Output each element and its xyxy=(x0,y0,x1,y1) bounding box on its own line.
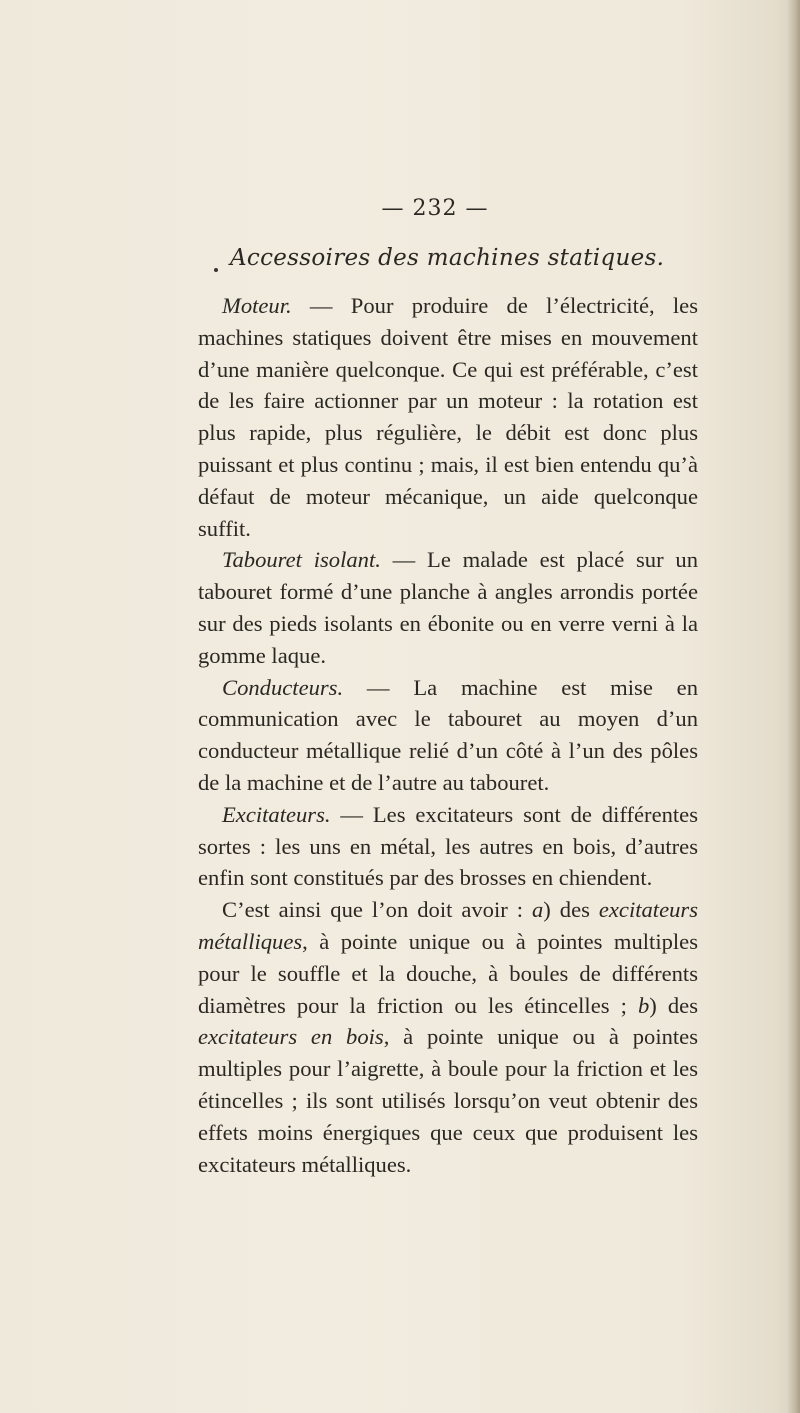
paragraph-tabouret-body: — Le malade est placé sur un tabouret formé d’une planche à angles arrondis portée sur des pieds isolants en ébonite ou en verre verni à la gomme laque. xyxy=(198,547,698,668)
body-text xyxy=(198,290,698,1180)
italic-b: b xyxy=(637,992,650,1018)
term-conducteurs: Conducteurs. xyxy=(222,674,344,700)
term-moteur: Moteur. xyxy=(222,293,292,318)
paragraph-moteur-body: — Pour produire de l’électricité, les machines statiques doivent être mises en mouvement d’une manière quelconque. Ce qui est préférable, c’est de les faire actionner par un moteur : la rotation est plus rapide, plus régulière, le débit est donc plus puissant et plus continu ; mais, il est bien entendu qu’à défaut de moteur mécanique, un aide quelconque suffit. xyxy=(198,293,698,541)
paragraph-moteur xyxy=(198,290,698,544)
term-excitateurs: Excitateurs. xyxy=(222,801,331,827)
paragraph-tabouret xyxy=(198,544,698,671)
paragraph-excitateurs xyxy=(198,799,698,894)
text-segment: ) des xyxy=(649,992,698,1018)
ink-speck xyxy=(214,268,218,272)
text-segment: , à pointe unique ou à pointes multiples pour l’aigrette, à boule pour la friction et les étincelles ; ils sont utilisés lorsqu’on veut obtenir des effets moins énergiques que ceux que produisent les excitateurs métalliques. xyxy=(198,1024,698,1177)
italic-excitateurs-en-bois: excitateurs en bois xyxy=(198,1024,384,1050)
paragraph-conducteurs xyxy=(198,672,698,799)
paragraph-types-excitateurs xyxy=(198,894,698,1180)
paragraph-excitateurs-body: — Les excitateurs sont de différentes sortes : les uns en métal, les autres en bois, d’autres enfin sont constitués par des brosses en chiendent. xyxy=(198,801,698,891)
text-segment: , à pointe unique ou à pointes multiples pour le souffle et la douche, à boules de différents diamètres pour la friction ou les étincelles ; xyxy=(198,928,698,1018)
paragraph-conducteurs-body: — La machine est mise en communication avec le tabouret au moyen d’un conducteur métallique relié d’un côté à l’un des pôles de la machine et de l’autre au tabouret. xyxy=(198,674,698,795)
page-number: — 232 — xyxy=(381,196,489,221)
text-segment: C’est ainsi que l’on doit avoir : xyxy=(222,897,532,923)
text-segment: ) des xyxy=(543,897,599,923)
section-heading: Accessoires des machines statiques. xyxy=(230,245,665,271)
term-tabouret: Tabouret isolant. xyxy=(222,547,381,573)
italic-excitateurs-metalliques: excitateurs métalliques xyxy=(198,897,698,954)
italic-a: a xyxy=(531,897,544,923)
